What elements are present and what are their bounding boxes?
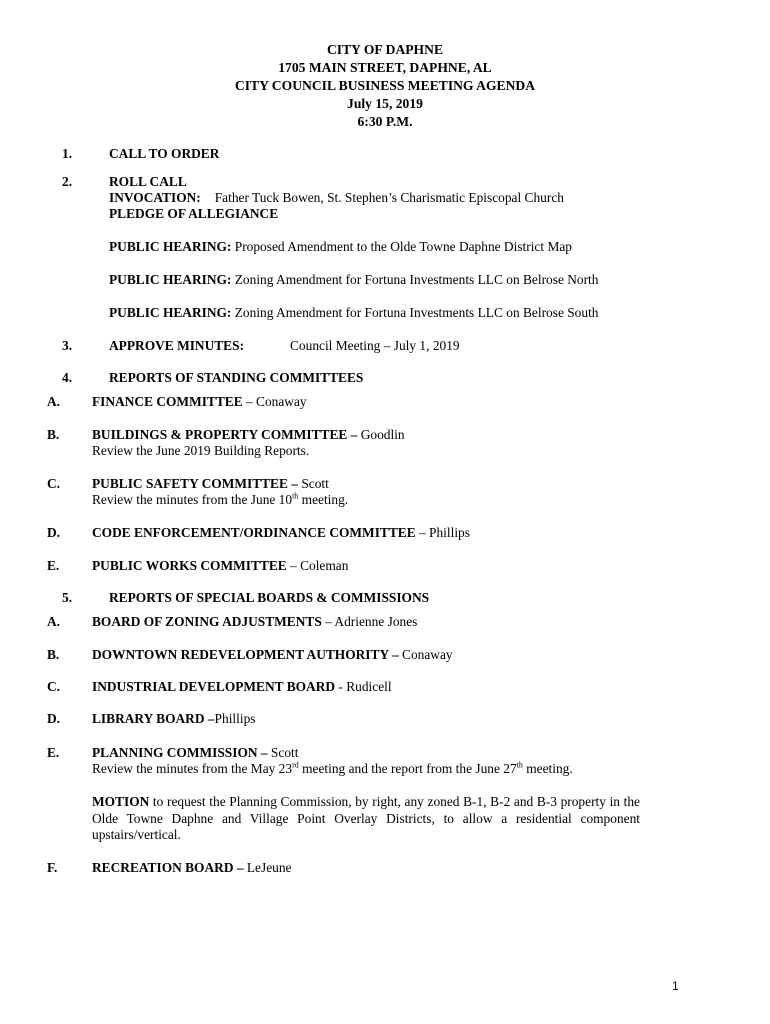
item-chair: Scott	[297, 476, 329, 491]
section-number: 4.	[62, 370, 73, 385]
item-letter: C.	[47, 476, 61, 491]
item-letter: A.	[47, 394, 61, 409]
invocation-label: INVOCATION:	[109, 190, 201, 205]
item-chair: Phillips	[214, 711, 256, 726]
section-number: 1.	[62, 146, 73, 161]
item-note: Review the June 2019 Building Reports.	[92, 443, 310, 458]
page-number: 1	[672, 979, 679, 993]
city-name: CITY OF DAPHNE	[326, 42, 444, 57]
item-title: DOWNTOWN REDEVELOPMENT AUTHORITY –	[92, 647, 399, 662]
section-title: REPORTS OF SPECIAL BOARDS & COMMISSIONS	[109, 590, 430, 605]
item-letter: B.	[47, 647, 60, 662]
item-chair: – Adrienne Jones	[321, 614, 418, 629]
public-hearing-1	[109, 239, 699, 255]
item-title: RECREATION BOARD –	[92, 860, 244, 875]
agenda-header	[0, 41, 770, 131]
item-chair: Conaway	[398, 647, 453, 662]
public-hearing-label: PUBLIC HEARING:	[109, 272, 232, 287]
item-title: PUBLIC SAFETY COMMITTEE –	[92, 476, 298, 491]
item-chair: – Phillips	[415, 525, 470, 540]
item-title: CODE ENFORCEMENT/ORDINANCE COMMITTEE	[92, 525, 416, 540]
section-number: 5.	[62, 590, 73, 605]
public-hearing-label: PUBLIC HEARING:	[109, 239, 232, 254]
item-title: PLANNING COMMISSION –	[92, 745, 268, 760]
item-note: Review the minutes from the June 10th meeting.	[92, 491, 349, 507]
public-hearing-text: Zoning Amendment for Fortuna Investments LLC on Belrose North	[234, 272, 599, 287]
section-number: 3.	[62, 338, 73, 353]
agenda-title: CITY COUNCIL BUSINESS MEETING AGENDA	[234, 78, 536, 93]
public-hearing-2	[109, 272, 699, 288]
item-letter: B.	[47, 427, 60, 442]
item-chair: – Conaway	[242, 394, 307, 409]
item-title: LIBRARY BOARD –	[92, 711, 215, 726]
item-title: PUBLIC WORKS COMMITTEE	[92, 558, 287, 573]
item-letter: E.	[47, 745, 60, 760]
meeting-time: 6:30 P.M.	[357, 114, 413, 129]
approve-minutes-line	[109, 338, 699, 354]
section-title: CALL TO ORDER	[109, 146, 220, 161]
item-chair: – Coleman	[286, 558, 349, 573]
item-letter: D.	[47, 525, 61, 540]
item-title: BUILDINGS & PROPERTY COMMITTEE –	[92, 427, 358, 442]
public-hearing-label: PUBLIC HEARING:	[109, 305, 232, 320]
item-letter: C.	[47, 679, 61, 694]
item-letter: D.	[47, 711, 61, 726]
motion-text: to request the Planning Commission, by right, any zoned B-1, B-2 and B-3 property in the Olde Towne Daphne and Village Point Overlay Districts, to allow a residential component upstairs/vertical.	[92, 794, 640, 843]
item-letter: F.	[47, 860, 58, 875]
item-chair: Scott	[267, 745, 299, 760]
motion-label: MOTION	[92, 794, 150, 809]
section-title: ROLL CALL	[109, 174, 187, 189]
meeting-date: July 15, 2019	[347, 96, 423, 111]
item-chair: LeJeune	[243, 860, 292, 875]
motion-paragraph	[92, 794, 640, 844]
section-title: APPROVE MINUTES:	[109, 338, 245, 353]
item-chair: Goodlin	[357, 427, 405, 442]
public-hearing-text: Proposed Amendment to the Olde Towne Daphne District Map	[234, 239, 572, 254]
invocation-text: Father Tuck Bowen, St. Stephen’s Charismatic Episcopal Church	[214, 190, 564, 205]
public-hearing-text: Zoning Amendment for Fortuna Investments LLC on Belrose South	[234, 305, 599, 320]
pledge-line: PLEDGE OF ALLEGIANCE	[109, 206, 279, 221]
city-address: 1705 MAIN STREET, DAPHNE, AL	[278, 60, 492, 75]
section-number: 2.	[62, 174, 73, 189]
item-letter: E.	[47, 558, 60, 573]
invocation-line	[109, 190, 699, 206]
section-title: REPORTS OF STANDING COMMITTEES	[109, 370, 364, 385]
item-chair: - Rudicell	[335, 679, 392, 694]
item-title: BOARD OF ZONING ADJUSTMENTS	[92, 614, 322, 629]
item-title: INDUSTRIAL DEVELOPMENT BOARD	[92, 679, 336, 694]
item-letter: A.	[47, 614, 61, 629]
public-hearing-3	[109, 305, 699, 321]
item-note: Review the minutes from the May 23rd meeting and the report from the June 27th meeting.	[92, 760, 573, 776]
item-title: FINANCE COMMITTEE	[92, 394, 243, 409]
minutes-text: Council Meeting – July 1, 2019	[290, 338, 460, 353]
